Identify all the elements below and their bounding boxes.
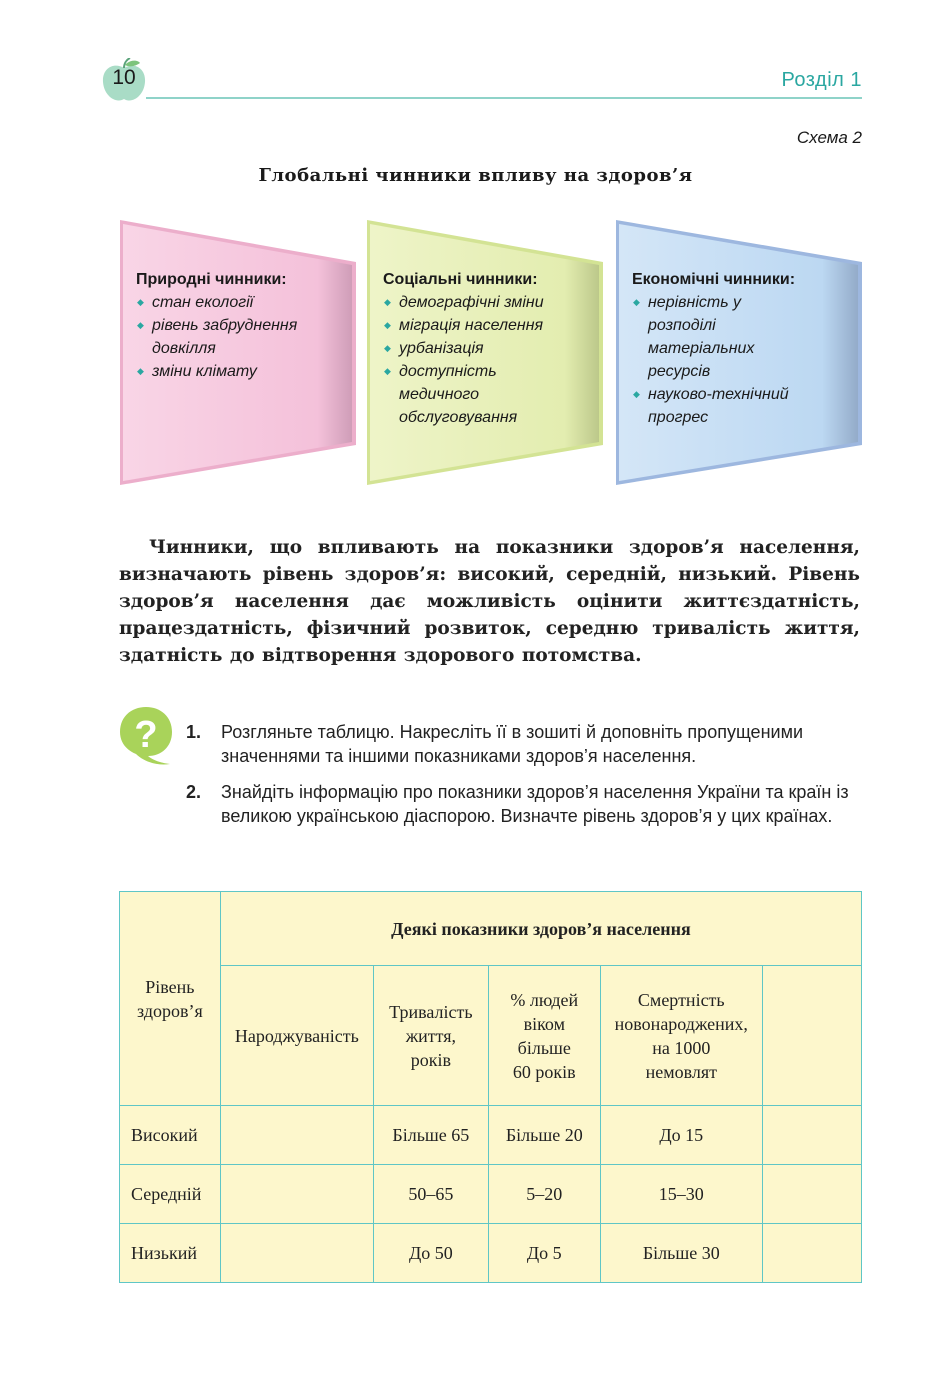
table-header-cell: Тривалість життя, років bbox=[373, 966, 488, 1106]
header-divider bbox=[146, 97, 862, 99]
question-text: Розгляньте таблицю. Накресліть її в зошиті й доповніть пропущеними значеннями та іншими показниками здоров’я населення. bbox=[221, 722, 803, 766]
question-list bbox=[186, 720, 862, 840]
table-header-cell bbox=[762, 966, 861, 1106]
scheme-label: Схема 2 bbox=[796, 128, 862, 147]
table-row bbox=[120, 1224, 862, 1283]
question-item bbox=[186, 720, 862, 768]
table-cell-level: Середній bbox=[120, 1165, 221, 1224]
table-cell: Більше 65 bbox=[373, 1106, 488, 1165]
svg-text:?: ? bbox=[134, 714, 158, 756]
page-number: 10 bbox=[112, 66, 136, 89]
factor-box-natural bbox=[120, 220, 356, 485]
section-title: Розділ 1 bbox=[781, 69, 862, 91]
table-cell: 5–20 bbox=[488, 1165, 600, 1224]
table-cell: До 50 bbox=[373, 1224, 488, 1283]
table-cell: 15–30 bbox=[600, 1165, 762, 1224]
factor-item: ◆ доступність медичного обслуговування bbox=[383, 360, 593, 429]
table-header-cell: % людей віком більше 60 років bbox=[488, 966, 600, 1106]
table-cell bbox=[220, 1224, 373, 1283]
factor-item: ◆ рівень забруднення довкілля bbox=[136, 314, 346, 360]
question-icon bbox=[114, 704, 180, 766]
factor-item: ◆ міграція населення bbox=[383, 314, 593, 337]
table-row bbox=[120, 1165, 862, 1224]
table-cell: Більше 20 bbox=[488, 1106, 600, 1165]
table-cell bbox=[762, 1165, 861, 1224]
factor-item: ◆ стан екології bbox=[136, 291, 346, 314]
table-cell: До 5 bbox=[488, 1224, 600, 1283]
table-header-level: Рівень здоров’я bbox=[120, 892, 221, 1106]
factor-item: ◆ демографічні зміни bbox=[383, 291, 593, 314]
table-cell: Більше 30 bbox=[600, 1224, 762, 1283]
factor-heading: Економічні чинники: bbox=[632, 271, 796, 288]
table-cell: 50–65 bbox=[373, 1165, 488, 1224]
table-header-group: Деякі показники здоров’я населення bbox=[220, 892, 861, 966]
factor-heading: Природні чинники: bbox=[136, 271, 287, 288]
table-cell-level: Низький bbox=[120, 1224, 221, 1283]
factor-item: ◆ зміни клімату bbox=[136, 360, 346, 383]
table-row bbox=[120, 1106, 862, 1165]
table-cell bbox=[762, 1224, 861, 1283]
factor-box-social bbox=[367, 220, 603, 485]
factor-item: ◆ науково-технічний прогрес bbox=[632, 383, 842, 429]
question-text: Знайдіть інформацію про показники здоров’я населення України та країн із великою українською діаспорою. Визначте рівень здоров’я у цих країнах. bbox=[221, 782, 849, 826]
factor-item: ◆ урбанізація bbox=[383, 337, 593, 360]
table-cell: До 15 bbox=[600, 1106, 762, 1165]
factor-item: ◆ нерівність у розподілі матеріальних ресурсів bbox=[632, 291, 842, 383]
scheme-title: Глобальні чинники впливу на здоров’я bbox=[258, 165, 693, 186]
health-indicators-table bbox=[119, 891, 862, 1283]
table-header-cell: Смертність новонароджених, на 1000 немовлят bbox=[600, 966, 762, 1106]
body-paragraph: Чинники, що впливають на показники здоров’я населення, визначають рівень здоров’я: високий, середній, низький. Рівень здоров’я населення дає можливість оцінити життєздатність, працездатність, фізичний розвиток, середню тривалість життя, здатність до відтворення здорового потомства. bbox=[119, 537, 860, 666]
question-item bbox=[186, 780, 862, 828]
question-number: 2. bbox=[186, 782, 202, 802]
factor-box-economic bbox=[616, 220, 852, 485]
table-cell bbox=[220, 1106, 373, 1165]
table-header-cell: Народжуваність bbox=[220, 966, 373, 1106]
factor-heading: Соціальні чинники: bbox=[383, 271, 538, 288]
table-cell bbox=[220, 1165, 373, 1224]
question-number: 1. bbox=[186, 722, 202, 742]
table-cell-level: Високий bbox=[120, 1106, 221, 1165]
table-cell bbox=[762, 1106, 861, 1165]
